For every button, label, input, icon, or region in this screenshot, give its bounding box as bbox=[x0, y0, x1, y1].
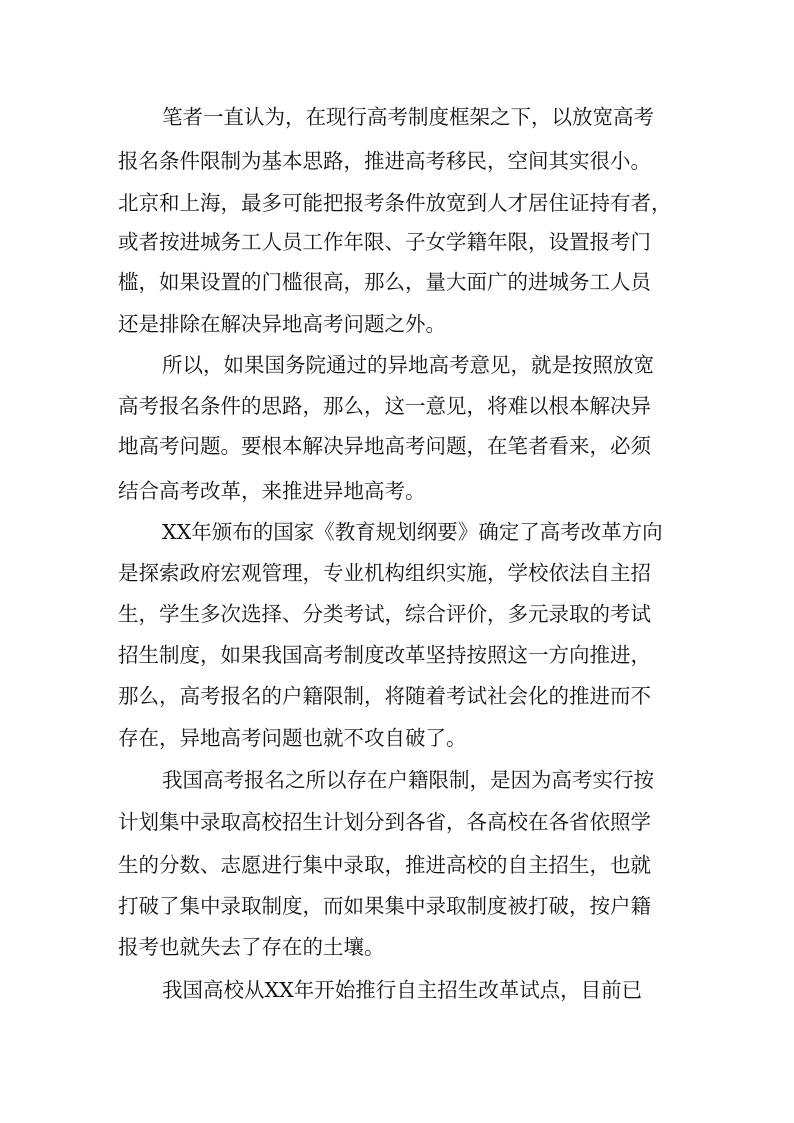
paragraph-5-line-1: 我国高校从XX年开始推行自主招生改革试点，目前已 bbox=[162, 978, 643, 1002]
paragraph-1-line-3: 北京和上海，最多可能把报考条件放宽到人才居住证持有者， bbox=[118, 191, 672, 215]
paragraph-3-line-1: XX年颁布的国家《教育规划纲要》确定了高考改革方向 bbox=[162, 520, 663, 544]
paragraph-1-line-1: 笔者一直认为，在现行高考制度框架之下，以放宽高考 bbox=[162, 105, 654, 129]
paragraph-1-line-2: 报名条件限制为基本思路，推进高考移民，空间其实很小。 bbox=[118, 149, 651, 173]
paragraph-1-line-5: 槛，如果设置的门槛很高，那么，量大面广的进城务工人员 bbox=[118, 270, 651, 294]
paragraph-3-line-5: 那么，高考报名的户籍限制，将随着考试社会化的推进而不 bbox=[118, 684, 651, 708]
paragraph-2-line-2: 高考报名条件的思路，那么，这一意见，将难以根本解决异 bbox=[118, 394, 651, 418]
paragraph-4-line-4: 打破了集中录取制度，而如果集中录取制度被打破，按户籍 bbox=[118, 894, 651, 918]
paragraph-3-line-3: 生，学生多次选择、分类考试，综合评价，多元录取的考试 bbox=[118, 602, 651, 626]
paragraph-3-line-6: 存在，异地高考问题也就不攻自破了。 bbox=[118, 726, 467, 750]
paragraph-3-line-2: 是探索政府宏观管理，专业机构组织实施，学校依法自主招 bbox=[118, 561, 651, 585]
paragraph-1-line-4: 或者按进城务工人员工作年限、子女学籍年限，设置报考门 bbox=[118, 230, 651, 254]
paragraph-4-line-3: 生的分数、志愿进行集中录取，推进高校的自主招生，也就 bbox=[118, 853, 651, 877]
paragraph-2-line-3: 地高考问题。要根本解决异地高考问题，在笔者看来，必须 bbox=[118, 434, 651, 458]
paragraph-2-line-4: 结合高考改革，来推进异地高考。 bbox=[118, 479, 426, 503]
paragraph-1-line-6: 还是排除在解决异地高考问题之外。 bbox=[118, 312, 446, 336]
paragraph-4-line-5: 报考也就失去了存在的土壤。 bbox=[118, 935, 385, 959]
paragraph-2-line-1: 所以，如果国务院通过的异地高考意见，就是按照放宽 bbox=[162, 353, 654, 377]
paragraph-4-line-1: 我国高考报名之所以存在户籍限制，是因为高考实行按 bbox=[162, 768, 654, 792]
paragraph-4-line-2: 计划集中录取高校招生计划分到各省，各高校在各省依照学 bbox=[118, 810, 651, 834]
paragraph-3-line-4: 招生制度，如果我国高考制度改革坚持按照这一方向推进， bbox=[118, 643, 651, 667]
